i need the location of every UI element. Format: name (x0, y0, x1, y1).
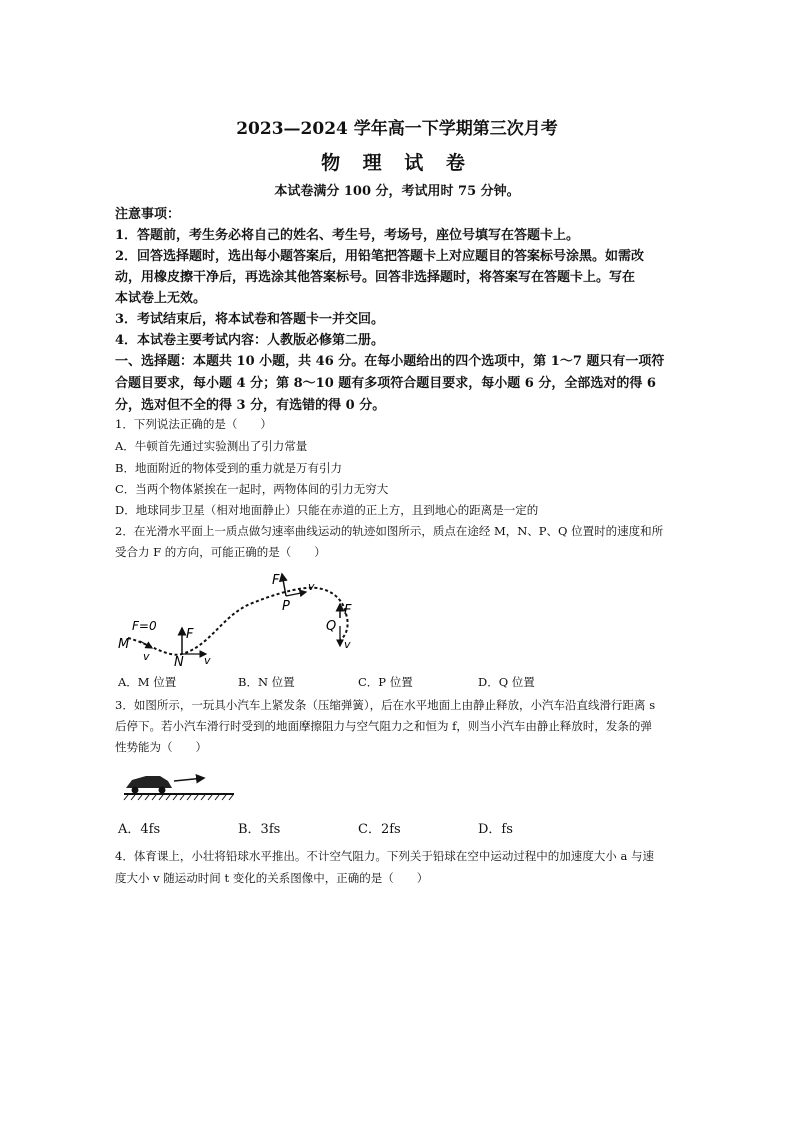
q3-option-c: C．2fs (358, 822, 401, 837)
notice-item-3: 3．考试结束后，将本试卷和答题卡一并交回。 (115, 312, 385, 327)
q1-option-d: D．地球同步卫星（相对地面静止）只能在赤道的正上方，且到地心的距离是一定的 (115, 503, 539, 517)
label-q-v: v (344, 638, 351, 651)
q2-option-a: A．M 位置 (118, 675, 177, 689)
section1-line-2: 合题目要求，每小题 4 分；第 8～10 题有多项符合题目要求，每小题 6 分，全部选对的得 6 (115, 376, 656, 391)
q3-option-b: B．3fs (238, 822, 281, 837)
q2-trajectory-figure (110, 566, 380, 670)
section1-line-1: 一、选择题：本题共 10 小题，共 46 分。在每小题给出的四个选项中，第 1～7 题只有一项符 (115, 354, 665, 369)
notice-item-1: 1．答题前，考生务必将自己的姓名、考生号，考场号，座位号填写在答题卡上。 (115, 228, 580, 243)
q1-stem: 1．下列说法正确的是（ ） (115, 417, 272, 431)
label-m-v: v (143, 650, 150, 663)
m-velocity-arrow (140, 641, 152, 648)
notice-item-2-line-2: 动，用橡皮擦干净后，再选涂其他答案标号。回答非选择题时，将答案写在答题卡上。写在 (115, 270, 636, 285)
ground-hatching (124, 795, 233, 800)
q4-stem-line-2: 度大小 v 随运动时间 t 变化的关系图像中，正确的是（ ） (115, 871, 429, 885)
q2-option-d: D．Q 位置 (478, 675, 535, 689)
notice-heading: 注意事项： (115, 207, 181, 222)
toy-car-body (126, 776, 172, 788)
q3-stem-line-2: 后停下。若小汽车滑行时受到的地面摩擦阻力与空气阻力之和恒为 f，则当小汽车由静止释放时，发条的弹 (115, 719, 652, 733)
q1-option-a: A．牛顿首先通过实验测出了引力常量 (115, 439, 308, 453)
q2-option-b: B．N 位置 (238, 675, 295, 689)
label-p: P (282, 599, 290, 614)
label-p-f: F (272, 573, 280, 588)
car-direction-arrow (174, 778, 204, 781)
label-f-zero: F=0 (132, 619, 157, 633)
label-n: N (174, 655, 184, 670)
q3-option-a: A．4fs (118, 822, 161, 837)
label-q-f: F (344, 603, 352, 618)
q2-stem-line-2: 受合力 F 的方向，可能正确的是（ ） (115, 545, 326, 559)
label-q: Q (326, 619, 337, 634)
subject-title: 物 理 试 卷 (321, 152, 473, 174)
toy-car-wheel-front (159, 787, 166, 794)
section1-line-3: 分，选对但不全的得 3 分，有选错的得 0 分。 (115, 398, 386, 413)
notice-item-2-line-3: 本试卷上无效。 (115, 291, 207, 306)
q2-option-c: C．P 位置 (358, 675, 413, 689)
p-velocity-arrow (286, 592, 306, 596)
label-n-v: v (204, 654, 211, 667)
label-m: M (118, 637, 130, 652)
q3-stem-line-3: 性势能为（ ） (115, 740, 207, 754)
notice-item-4: 4．本试卷主要考试内容：人教版必修第二册。 (115, 333, 385, 348)
q1-option-c: C．当两个物体紧挨在一起时，两物体间的引力无穷大 (115, 482, 389, 496)
q4-stem-line-1: 4．体育课上，小壮将铅球水平推出。不计空气阻力。下列关于铅球在空中运动过程中的加速度大小 a 与速 (115, 849, 654, 863)
trajectory-curve (128, 588, 348, 655)
exam-title: 2023—2024 学年高一下学期第三次月考 (236, 119, 558, 139)
q1-option-b: B．地面附近的物体受到的重力就是万有引力 (115, 461, 342, 475)
q3-stem-line-1: 3．如图所示，一玩具小汽车上紧发条（压缩弹簧），后在水平地面上由静止释放，小汽车沿直线滑行距离 s (115, 698, 656, 712)
toy-car-wheel-rear (132, 787, 139, 794)
notice-item-2-line-1: 2．回答选择题时，选出每小题答案后，用铅笔把答题卡上对应题目的答案标号涂黑。如需改 (115, 249, 645, 264)
q3-toy-car-figure (122, 768, 242, 804)
label-p-v: v (308, 580, 315, 593)
q3-option-d: D．fs (478, 822, 513, 837)
label-n-f: F (186, 627, 194, 642)
q2-stem-line-1: 2．在光滑水平面上一质点做匀速率曲线运动的轨迹如图所示，质点在途经 M，N、P、Q 位置时的速度和所 (115, 524, 664, 538)
exam-meta: 本试卷满分 100 分，考试用时 75 分钟。 (274, 184, 520, 199)
